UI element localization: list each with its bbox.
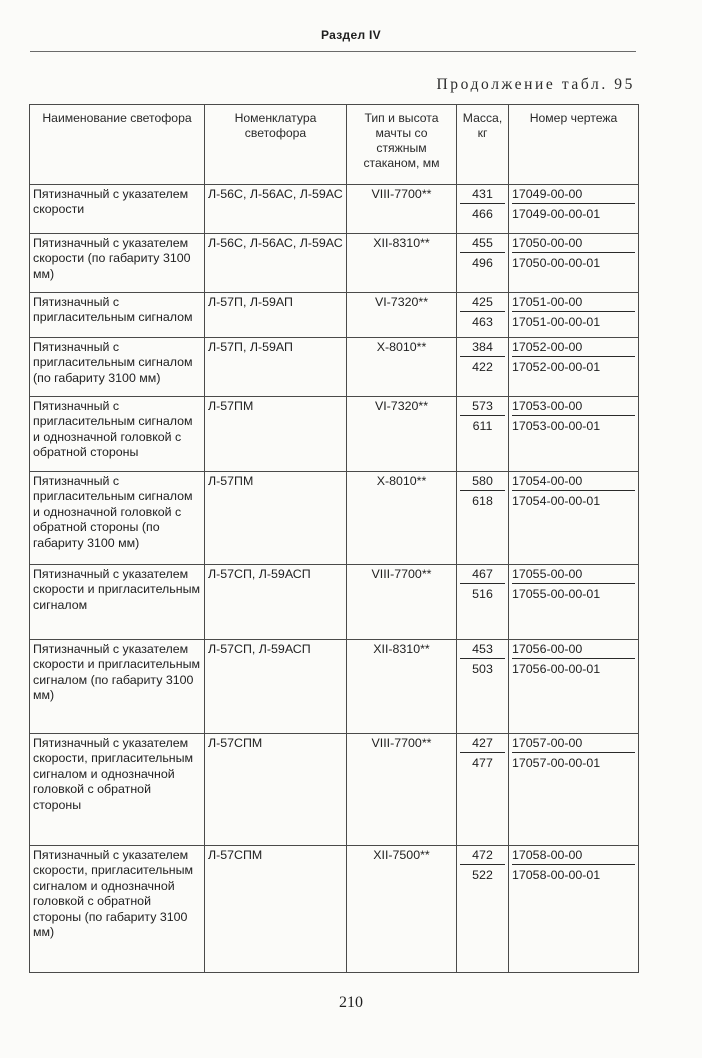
mass-top: 384 [460,340,505,357]
mass-top: 467 [460,567,505,584]
signal-name: Пятизначный с пригласительным сигналом [33,295,193,325]
drawing-bottom: 17058-00-00-01 [512,868,601,883]
cell-type [347,472,457,565]
table-continuation-caption: Продолжение табл. 95 [436,76,635,93]
drawing-bottom: 17050-00-00-01 [512,256,601,271]
table-row [30,472,639,565]
table-row [30,397,639,472]
mast-type: X-8010** [376,340,427,354]
signal-name: Пятизначный с указателем скорости и пригласительным сигналом (по габариту 3100 мм) [33,642,201,703]
signal-nomenclature: Л-57ПМ [208,399,254,413]
mass-top: 455 [460,236,505,253]
drawing-bottom: 17056-00-00-01 [512,662,601,677]
cell-mass [457,185,509,234]
cell-name [30,734,205,846]
mass-bottom: 503 [472,662,493,677]
table-row [30,565,639,640]
cell-name [30,185,205,234]
header-type: Тип и высота мачты со стяжным стаканом, мм [347,105,457,185]
mass-bottom: 477 [472,756,493,771]
cell-nomenclature [205,234,347,293]
signal-name: Пятизначный с пригласительным сигналом (по габариту 3100 мм) [33,340,193,385]
cell-nomenclature [205,640,347,734]
cell-name [30,472,205,565]
signal-nomenclature: Л-57П, Л-59АП [208,295,293,309]
cell-type [347,185,457,234]
cell-drawing [509,565,639,640]
cell-nomenclature [205,397,347,472]
cell-nomenclature [205,472,347,565]
drawing-top: 17058-00-00 [512,848,635,865]
mass-bottom: 611 [472,419,493,434]
table-row [30,338,639,397]
signal-nomenclature: Л-57П, Л-59АП [208,340,293,354]
drawing-top: 17055-00-00 [512,567,635,584]
drawing-bottom: 17054-00-00-01 [512,494,601,509]
drawing-top: 17053-00-00 [512,399,635,416]
drawing-bottom: 17052-00-00-01 [512,360,601,375]
header-mass: Масса, кг [457,105,509,185]
cell-type [347,846,457,973]
cell-mass [457,565,509,640]
cell-type [347,397,457,472]
cell-name [30,293,205,338]
table-row [30,846,639,973]
cell-name [30,338,205,397]
cell-drawing [509,338,639,397]
drawing-top: 17056-00-00 [512,642,635,659]
header-drawing: Номер чертежа [509,105,639,185]
cell-name [30,565,205,640]
cell-drawing [509,293,639,338]
drawing-top: 17050-00-00 [512,236,635,253]
drawing-top: 17057-00-00 [512,736,635,753]
cell-drawing [509,640,639,734]
cell-name [30,846,205,973]
mass-top: 425 [460,295,505,312]
table-row [30,640,639,734]
mass-top: 472 [460,848,505,865]
signal-nomenclature: Л-56С, Л-56АС, Л-59АС [208,236,343,250]
mast-type: XII-8310** [373,642,430,656]
mass-top: 427 [460,736,505,753]
cell-mass [457,472,509,565]
signal-name: Пятизначный с пригласительным сигналом и однозначной головкой с обратной стороны [33,399,193,460]
signal-name: Пятизначный с указателем скорости [33,187,189,217]
cell-drawing [509,734,639,846]
signal-nomenclature: Л-57СП, Л-59АСП [208,567,311,581]
mass-bottom: 618 [472,494,493,509]
cell-type [347,734,457,846]
table-header-row [30,105,639,185]
cell-type [347,234,457,293]
cell-name [30,397,205,472]
cell-nomenclature [205,734,347,846]
table-row [30,234,639,293]
drawing-bottom: 17057-00-00-01 [512,756,601,771]
header-rule [30,51,636,52]
table-row [30,185,639,234]
cell-mass [457,846,509,973]
cell-drawing [509,185,639,234]
drawing-bottom: 17055-00-00-01 [512,587,601,602]
mass-bottom: 466 [472,207,493,222]
cell-mass [457,338,509,397]
signal-name: Пятизначный с пригласительным сигналом и однозначной головкой с обратной стороны (по габариту 3100 мм) [33,474,193,550]
cell-nomenclature [205,565,347,640]
signal-nomenclature: Л-57СПМ [208,848,263,862]
signal-nomenclature: Л-57ПМ [208,474,254,488]
cell-type [347,338,457,397]
cell-name [30,640,205,734]
cell-mass [457,734,509,846]
mass-bottom: 422 [472,360,493,375]
signal-name: Пятизначный с указателем скорости и пригласительным сигналом [33,567,201,612]
cell-drawing [509,397,639,472]
page-number: 210 [339,994,363,1011]
mast-type: X-8010** [376,474,427,488]
mast-type: VIII-7700** [371,567,432,581]
mast-type: VIII-7700** [371,736,432,750]
cell-mass [457,640,509,734]
mass-bottom: 463 [472,315,493,330]
mast-type: XII-8310** [373,236,430,250]
mass-top: 580 [460,474,505,491]
drawing-bottom: 17049-00-00-01 [512,207,601,222]
table-row [30,734,639,846]
mass-top: 431 [460,187,505,204]
cell-drawing [509,846,639,973]
cell-mass [457,397,509,472]
drawing-top: 17051-00-00 [512,295,635,312]
signal-name: Пятизначный с указателем скорости, пригласительным сигналом и однозначной головкой с обратной стороны (по габариту 3100 мм) [33,848,194,940]
signal-name: Пятизначный с указателем скорости, пригласительным сигналом и однозначной головкой с обратной стороны [33,736,194,812]
cell-type [347,640,457,734]
cell-nomenclature [205,338,347,397]
cell-nomenclature [205,293,347,338]
running-head: Раздел IV [321,28,381,42]
header-nomenclature: Номенклатура светофора [205,105,347,185]
cell-name [30,234,205,293]
drawing-top: 17052-00-00 [512,340,635,357]
signal-nomenclature: Л-57СПМ [208,736,263,750]
mass-top: 573 [460,399,505,416]
cell-nomenclature [205,846,347,973]
cell-drawing [509,234,639,293]
table-row [30,293,639,338]
table-body [30,185,639,973]
drawing-top: 17054-00-00 [512,474,635,491]
cell-mass [457,234,509,293]
mast-type: VI-7320** [374,399,429,413]
mast-type: VI-7320** [374,295,429,309]
drawing-bottom: 17053-00-00-01 [512,419,601,434]
cell-nomenclature [205,185,347,234]
signal-table [29,104,639,973]
drawing-bottom: 17051-00-00-01 [512,315,601,330]
signal-name: Пятизначный с указателем скорости (по габариту 3100 мм) [33,236,191,281]
cell-type [347,293,457,338]
mast-type: XII-7500** [373,848,430,862]
header-name: Наименование светофора [30,105,205,185]
drawing-top: 17049-00-00 [512,187,635,204]
mass-bottom: 522 [472,868,493,883]
signal-nomenclature: Л-56С, Л-56АС, Л-59АС [208,187,343,201]
cell-type [347,565,457,640]
signal-nomenclature: Л-57СП, Л-59АСП [208,642,311,656]
mast-type: VIII-7700** [371,187,432,201]
cell-mass [457,293,509,338]
cell-drawing [509,472,639,565]
mass-bottom: 516 [472,587,493,602]
mass-bottom: 496 [472,256,493,271]
mass-top: 453 [460,642,505,659]
